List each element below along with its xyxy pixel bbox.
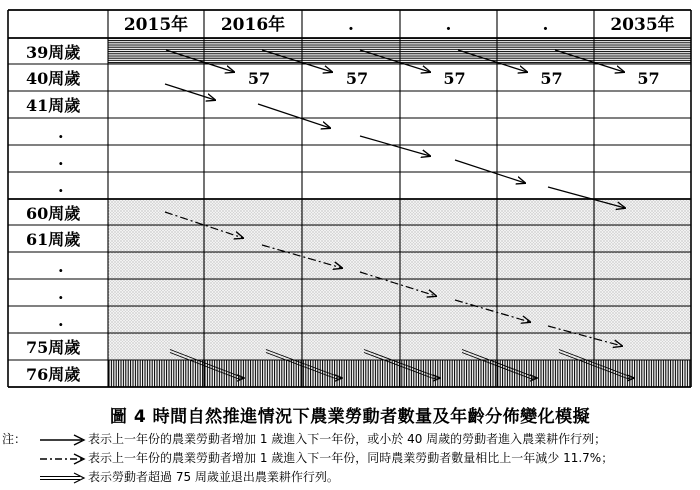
solid-arrow-icon	[38, 434, 86, 446]
row-label: .	[58, 311, 64, 330]
row-label: .	[58, 257, 64, 276]
note-prefix: 注：	[2, 432, 27, 446]
row-label: 60周歲	[26, 204, 81, 223]
solid-arrow	[360, 136, 430, 156]
cell-value: 57	[443, 69, 466, 88]
row-label: .	[58, 284, 64, 303]
note-text-2: 表示上一年份的農業勞動者增加 1 歲進入下一年份，同時農業勞動者數量相比上一年減少 11.7%；	[88, 451, 614, 465]
column-header: .	[445, 15, 452, 35]
column-header: .	[348, 15, 354, 35]
row-label: .	[58, 150, 64, 169]
note-text-3: 表示勞動者超過 75 周歲並退出農業耕作行列。	[88, 470, 339, 484]
note-text-1: 表示上一年份的農業勞動者增加 1 歲進入下一年份，或小於 40 周歲的勞動者進入農業耕作行列；	[88, 432, 607, 446]
dashdot-arrow-icon	[38, 453, 86, 465]
note-row-3	[2, 468, 700, 487]
solid-arrow	[165, 84, 215, 100]
double-arrow-icon	[38, 472, 86, 484]
cell-value: 57	[247, 69, 271, 88]
column-header: 2035年	[610, 15, 675, 35]
row-label: 61周歲	[26, 230, 81, 249]
solid-arrow	[258, 104, 330, 128]
column-header: 2016年	[220, 15, 286, 35]
note-row-2	[2, 449, 700, 468]
figure-caption: 圖 4 時間自然推進情況下農業勞動者數量及年齡分佈變化模擬	[109, 407, 591, 427]
row-label: .	[58, 177, 64, 196]
cell-value: 57	[345, 69, 369, 88]
column-header: .	[542, 15, 549, 35]
column-header: 2015年	[123, 15, 189, 35]
row-label: 39周歲	[26, 43, 81, 62]
cell-value: 57	[637, 69, 660, 88]
note-row-1	[2, 430, 700, 449]
row-label: 75周歲	[26, 338, 81, 357]
cell-value: 57	[540, 69, 563, 88]
notes	[2, 430, 700, 487]
row-label: .	[58, 123, 64, 142]
row-label: 76周歲	[26, 365, 81, 384]
row-label: 41周歲	[26, 96, 81, 115]
row-label: 40周歲	[26, 69, 81, 88]
